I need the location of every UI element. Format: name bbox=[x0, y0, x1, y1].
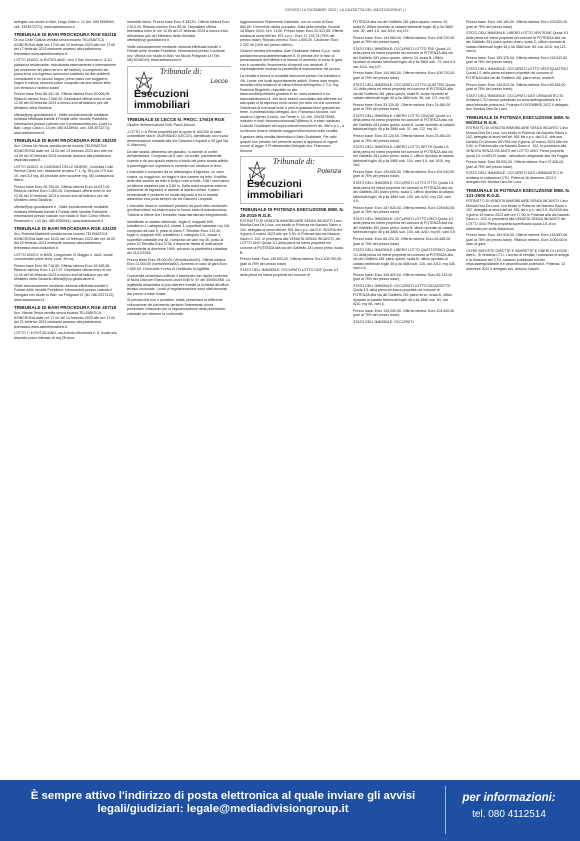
notice-paragraph: Prezzo base: Euro 159.375,00. Offerta minima: Euro 119.532,00 (pari al 75% del prezzo base). bbox=[466, 55, 568, 65]
banner-prefix: Tribunale di: bbox=[273, 157, 316, 167]
notice-paragraph: ESTRATTO DI VENDITA IMMOBILIARE SENZA INCANTO L'avv. Monica Dea De Luca, con studio in Potenza via Nazario Sauro n. 102, delegata ai sensi dell'art. 591 bis c.p.c. dal G.E. AVVISA che il giorno 10 marzo 2023 alle ore 17:00, in Potenza alla via Nazario Sauro n. 102, si procederà alla VENDITA SENZA INCANTO del LOTTO UNO Piena proprietà superficiaria quota 1/1 di un fabbricato per civile abitazione. bbox=[466, 199, 570, 231]
banner-title: Esecuzioni immobiliari bbox=[134, 87, 191, 111]
notice-paragraph: STATO DELL'IMMOBILE: OCCUPATO LOTTO VENTIQUATTRO Quota 1/1 della piena ed intera proprietà nel comune di POTENZA alla via del Gallitello 281 piano terzo, scala B. bbox=[466, 66, 568, 81]
notice-paragraph: La vendita è tenuta in modalità Asincrona presso Via Adriatica n. 4/b, Lecce; nei locali appositamente adibiti. Il bene sarà meglio descritto nella relazione di stima a firma dell'esperto C.T.U. Ing. Federica Rugniello, reperibile su sito www.venditepubbliche.giustizia.it, su: www.ceamet.it e su www.asteannunci.it, che deve essere consultata dall'offerente ed alla quale si fa espresso rinvio anche per tutto ciò che concerne l'esistenza di eventuali oneri e pesi a qualsiasi titolo gravanti sul bene. Il professionista delegato, Avv. Francesco Morona, con studio in Ugento (Lecce), via Treste n. 10, cell. 334/3176584, indirizzo e-mail: francescomorona67@libero.it, è stato nominato Custode Giudiziario dei sopra indicati immobili ex art. 560 c.p.c.; a lui devono essere richieste maggiori informazioni sulla vendita. bbox=[240, 74, 344, 133]
notice-paragraph: Identificato al catasto fabbricati: -foglio 6, mappale 696, subalterno 2, categoria A/4, classe 3, superficie catastale mq 116, composto da vani 5, posto al piano T, Rendita: Euro 219,49; -foglio 6, mappale 696, subalterno 1, categoria C/2, classe 1, superficie catastale mq 40, composto da vani mq 35, posto al piano S1 Rendita Euro 3736. Il deposito risulta di costruzione antecedente al dicembre 1999, secondo la planimetria catastale del 31/12/1939. bbox=[127, 219, 231, 256]
notice-paragraph: L'immobile è composto da un disimpegno d'ingresso, un vano cucina, un soggiorno, un bagno e due camere da letto. Il soffitto delle due camere da letto è di tipo volta a botte. Tutti i vani hanno un'altezza massima pari a 3,50 m. Dalla scala scoperta esterna (adiacente all'ingresso) si accede al lastrico solare. Il piano sementerale è presente un locale deposito a cui si accede attraverso una porta sempre da via Giacomo Leopardi. bbox=[127, 170, 230, 202]
notice-paragraph: Prezzo base: Euro 146.160,00. Offerta minima: Euro 109.620,00 (pari al 75% del prezzo base). bbox=[466, 20, 568, 29]
notice-paragraph: STATO DELL'IMMOBILE: LIBERO LOTTO VENTIDUE Quota 1/1 della piena ed intera proprietà nel comune di POTENZA alla via del Gallitello 281 piano quinto-charo, scala C, ufficio riportato al catasto fabbricati foglio 46 p.lla 3860 sub. 60, cat. A/10, mq 113, vani 6; bbox=[466, 31, 569, 54]
footer-phone: tel. 080 4112514 bbox=[472, 809, 546, 820]
notice-heading: TRIBUNALE DI POTENZA ESECUZIONE IMM. N. 90/2014 R.G.E. bbox=[466, 114, 570, 126]
notice-paragraph: STATO DELL'IMMOBILE: LIBERO LOTTO QUATTORDICI Quota 1/1 della piena ed intera proprietà nel comune di POTENZA alla via del Gallitello 281 piano quinto, scala B, ufficio riportato al catasto fabbricati foglio 46 p.lla 3860 sub. 115, cat. A/10, mq 108, vani 4,5; bbox=[353, 248, 456, 271]
notice-paragraph: STATO DELL'IMMOBILE: OCCUPATO DATI URBANISTICI Si richiama CTU Avviso pubblicato su www.asteegiudiziarie.it e www.tribunale.potenza.it. Potenza 9 DICEMBRE 2022 Il delegato Avv. Monica Dea De Luca bbox=[466, 93, 569, 112]
footer-message: È sempre attivo l'indirizzo di posta elettronica al quale inviare gli avvisi legali/giudiziari: legale@mediadivisiongroup.it bbox=[30, 790, 416, 815]
notice-paragraph: STATO DELL'IMMOBILE: OCCUPATO LOTTO QUATTRO Quota 1/1 della piena ed intera proprietà nel comune di POTENZA alla via del Gallitello 281 piano quinto, scala B, locale riportato al catasto fabbricati foglio 46 p.lla 3860 sub. 36, cat. C/2, mq 40; bbox=[353, 82, 456, 101]
notice-paragraph: Si precisa che non è possibile, infatti, presentare la differente collocazione del pavimento pertanto l'interessato dovrà presentare il fascicolo per la regolarizzazione della planimetria catastale per ottenere la conformità. bbox=[127, 298, 225, 316]
notice-paragraph: LOTTO 7: in RUTIGLIANO, via Antonio Muciaccia n. 6, locale sito deposito piano interrato di mq 25 circa. bbox=[14, 331, 117, 340]
notice-heading: TRIBUNALE DI BARI PROCEDURA RGE 352/20 bbox=[14, 138, 117, 144]
notice-paragraph: Avv. Vittoria Tersia vendita senza incanto TELEMATICA ASINCRONA dalle ore 17.00 del 14 febbraio 2023 alle ore 17.00 del 21 febbraio 2023 mediante accesso alla piattaforma telematica www.astetelematiche.it bbox=[14, 311, 116, 329]
notice-paragraph: Immobile libero. Prezzo base Euro 3.353,91. Offerta minima Euro 2.515,43. Rilancio minimo Euro 50,00. Depositare offerta telematica entro le ore 12.00 del 07 febbraio 2023 a mezzo invio all'indirizzo pec del Ministero della Giustizia offerta@pvp.giustiziacert.it. bbox=[127, 20, 230, 43]
footer-banner bbox=[0, 780, 580, 841]
notice-paragraph: ESTRATTO DI VENDITA IMMOBILIARE SENZA INCANTO L'avv. Monica Dea De Luca, con studio in Potenza via Nazario Sauro n. 102, delegata ai sensi dell'art. 591 bis c.p.c. dal G.E. dott.ssa Daniela Di Gennaro AVVISA che il giorno 10 marzo 2023 alle ore 9:00, in Potenza alla via Nazario Sauro n. 102, si procederà alla VENDITA SENZA INCANTO del LOTTO UNO: Piena proprietà quota 1/1 in MELFI locale - laboratorio artigianale alla Via Foggia. bbox=[466, 126, 569, 158]
notice-paragraph: Prezzo Base Euro 28.000,00 (Ventottomila/00). Offerta minima Euro 21.000,00 (ventunomila/00). Aumento in caso di gara Euro 1.000,00. L'immobile è privo di Certificato di Agibilità. bbox=[127, 257, 228, 271]
notice-paragraph: Prezzo base Euro 28.796,00. Offerta minima Euro 16.617,00. Rilancio minimo Euro 2.000,00. Depositare offerta entro le ore 12.00 del 10 febbraio 2023 a mezzo invii all'indirizzo pec del Ministero della Giustizia bbox=[14, 184, 112, 203]
notice-paragraph: LOTTO UNICO: in BARI, Lungomare IX Maggio n. 4A/A, locale commerciale piano terra, cons. 55 mq. bbox=[14, 252, 113, 262]
notice-paragraph: L'immobile versa in condizioni pessime da punti visto strutturale; gli infissi interni ed esterni sono in buono stato di manutenzione. Tuttavia si ritiene che l'immobile vada ristrutturato integralmente. bbox=[127, 203, 229, 217]
notice-paragraph: Prezzo base Euro 68.341,46. Offerta minima Euro 52.006,05. Rilancio minimo Euro 2.500,00. Depositare offerta entro le ore 12.00 del 03 febbraio 2023 a mezzo invii all'indirizzo pec del Ministero della Giustizia bbox=[14, 92, 112, 110]
notice-paragraph: STATO DELL'IMMOBILE: OCCUPATO LOTTO TRE Quota 1/1 della piena ed intera proprietà nel comune di POTENZA alla via del Gallitello 281 piano quarto, interno 24, scala B, Ufficio riportato al catasto fabbricati foglio 46 p.lla 3860 sub. 74, vani 4,5 cat. A/10, mq 107; bbox=[353, 46, 456, 69]
notice-paragraph: Prezzo base: Euro 86.220,00. Offerta minima: Euro 64.665,00 (pari al 75% del prezzo base). bbox=[353, 236, 451, 246]
notice-paragraph: Da tale strada, attraverso del giardino, si accede al cortile dell'abitazione. Composto da 5 vani, un cortile, parzialmente coperto e da uno spazio esterno a livello del piano strada adibito a parcheggio con copertura in cemento con struttura in ferro. bbox=[127, 149, 229, 168]
notice-paragraph: Avv. Chiara De Nicola vendita senza incanto TELEMATICA ASINCRONA dalle ore 14.00 del 13 febbraio 2023 sino alle ore 14.00 del 20 febbraio 2023 mediante accesso alla piattaforma www.fallcoaste.it. bbox=[14, 144, 113, 163]
column-3 bbox=[240, 20, 344, 778]
notice-paragraph: Prezzo base: Euro 33.120,00. Offerta minima: Euro 24.840,00 (pari al 75% del prezzo base). bbox=[353, 134, 451, 143]
notice-paragraph: Prezzo base: Euro 194.516,00. Offerta minima: Euro 145.887,00 (pari al 75% del prezzo base). Rilancio minimo: Euro 3.000,00 in caso di gara. bbox=[466, 233, 568, 247]
notice-paragraph: Aggiornamento Planimetria Catastale, con un costo di Euro 500,00. L'immobile risulta occupato. Data della vendita: Giovedì 16 Marzo 2023. Ore: 11:00. Prezzo base: Euro 22.923,65. Offerta minima ai sensi dell'art. 571 c.p.c.: Euro 17.192,74 (75% del prezzo-base). Rilancio minimo: Euro 1.000,00. Cauzione: Euro 2.292,36 (10% del prezzo offerto). bbox=[240, 20, 343, 47]
notice-paragraph: Visite esclusivamente mediante richiesta effettuata tramite il Portale delle Vendite Pubbliche. Informazioni presso il custode avv. Vittoria con studio in Bari, via Nicolò Putignani 147 (tel. 080.5246244); www.asteannunci.it bbox=[127, 44, 225, 63]
notice-heading: TRIBUNALE DI BARI PROCEDURA RGE 407/18 bbox=[14, 305, 117, 311]
notice-paragraph: STATO DELL'IMMOBILE: OCCUPATO LOTTO OTTO Quota 1/1 della piena ed intera proprietà nel comune di POTENZA alla via del Gallitello 281 piano primo, scala C, ufficio riportato al catasto fabbricati foglio 46 p.lla 3860 sub. 105, cat. A/10, mq 128, vani 4,5; bbox=[353, 180, 454, 204]
banner-city: Potenza bbox=[317, 168, 341, 176]
column-5 bbox=[466, 20, 570, 778]
banner-prefix: Tribunale di: bbox=[160, 66, 203, 76]
notice-paragraph: STATO DELL'IMMOBILE: OCCUPATO LOTTO DUE Quota 1/1 della piena ed intera proprietà nel comune di bbox=[240, 268, 339, 277]
notice-paragraph: LOTTO UNICO: in RUTIGLIANO, vico Il San Vincenzo n. 8-10, palazzina residenziale, ristrutturata esternamente e internamente (ad eccezione del piano terra e dei lastrici). Il compendio da: piano terra con ingresso autonomo costituito da due ambienti comunicanti e un piccolo bagno; primo piano con soggiorno, bagno e cucina; secondo piano composto da due stanze letto, con terrazza e lastrico solare. bbox=[14, 58, 117, 90]
column-4 bbox=[353, 20, 457, 778]
notice-paragraph: STATO DELL'IMMOBILE: OCCUPATO LOTTO DIECI Quota 1/1 della piena ed intera proprietà nel comune di POTENZA alla via del Gallitello 281 piano primo, scala B, ufficio riportato al catasto fabbricati foglio 46 p.lla 3860 sub. 104, cat. A/10, mq 69, vani 3,5; bbox=[353, 216, 456, 235]
notice-paragraph: Prezzo base: Euro 145.000,00. Offerta minima: Euro 108.750,00 (pari al 75% del prezzo base). bbox=[240, 257, 342, 266]
notice-paragraph: Visite esclusivamente mediante richiesta effettuata tramite il Portale delle Vendite Pubbliche. Informazioni presso custode il Delegato con studio in Bari, via Putignani 47 (tel. 080.5227412); www.asteannunci.it bbox=[14, 283, 115, 302]
notice-paragraph: offerta@pvp.giustiziacert.it . Visite esclusivamente mediante richiesta effettuata tramite il Portale delle Vendite Pubbliche. Informazioni presso custode con il professionista avv. Lucia Lo Bari, Largo Casa n. 13 (tel. 080 5328944; cell. 339.3573271); www.asteannunci.it bbox=[14, 112, 113, 135]
page-header bbox=[0, 0, 580, 20]
notice-paragraph: Prezzo base Euro 56.718,58. Offerta minima Euro 42.538,38. Rilancio minimo Euro 1.417,97. Depositare offerta entro le ore 12.00 del 06 febbraio 2023 a mezzo invii all'indirizzo pec del Ministero della Giustizia offerta@pvp.giustiziacert.it . bbox=[14, 263, 112, 282]
notice-paragraph: STATO DELL'IMMOBILE: OCCUPATO bbox=[353, 319, 414, 324]
notice-heading: TRIBUNALE DI BARI PROCEDURA RGE 431/20 bbox=[14, 226, 117, 232]
column-2 bbox=[127, 20, 231, 778]
notice-paragraph: Il gestore della vendita telematica è Aste Giudiziarie. Per tutto quanto non previsto nel presente avviso si applicano le vigenti norme di legge. Il Professionista Delegato Avv. Francesco Morona. bbox=[240, 135, 338, 153]
notice-paragraph: Prezzo base: Euro 167.520,00. Offerta minima: Euro 125.640,00 (pari al 75% del prezzo base). bbox=[353, 205, 455, 215]
footer-info-label: per informazioni: bbox=[462, 792, 556, 804]
notice-paragraph: Prezzo base: Euro 139.600,00. Offerta minima: Euro 104.940,00 (pari al 75% del prezzo base). bbox=[353, 169, 455, 179]
notice-heading: TRIBUNALE DI LECCE N. PROC. 176/19 RGE bbox=[127, 116, 225, 122]
notice-paragraph: Prezzo base: Euro 130.613,28. Offerta minima: Euro 98.155,00 (pari al 75% del prezzo base). bbox=[466, 82, 566, 92]
notice-paragraph: delegato con studio in Bari, Largo Giale n. 12 (tel. 080 5565964; cell. 3393572271); www.asteannunci.it bbox=[14, 20, 115, 29]
notice-paragraph: Prezzo base: Euro 50.000,00. Offerta minima: Euro 37.500,00 (pari al 75% del prezzo base). bbox=[466, 160, 564, 169]
notice-paragraph: OLTRE IMPOSTE DIRETTE E INDIRETTE E ONERI DI LEGGE - libero - Si richiama CTU. L'avviso di vendita, l'ordinanza di delega e la relazione del CTU, saranno pubblicate sul sito www.asteegiudiziarie.it e www.tribunale.potenza.it. Potenza, 12 dicembre 2022 Il delegato avv. Antonio Casulli bbox=[466, 248, 570, 271]
notice-paragraph: STATO DELL'IMMOBILE: LIBERO LOTTO CINQUE Quota 1/1 della piena ed intera proprietà nel comune di POTENZA alla via del Gallitello 281 piano quinto, scala B, locale riportato al catasto fabbricati foglio 46 p.lla 3860 sub. 37, cat. C/2, mq 40; bbox=[353, 113, 455, 132]
notice-paragraph: offerta@pvp.giustiziacert.it . Visite esclusivamente mediante richiesta effettuata tramite il Portale delle Vendite Pubbliche. Informazioni presso custode con studio in Bari, Corso Vittorio Emanuele n. 143 (tel. 080.5250644); www.asteannunci.it bbox=[14, 205, 110, 223]
notice-paragraph: Gestore vendita telematica: Aste Giudiziarie Inlinea S.p.a., sulla piattaforma www.astetelematiche.it. Si precisa che in fase di presentazione dell'offerta è di rilancio in aumento in corso di gara, non è consentito l'inserimento di importi con decimali. È espressamente esclusa la possibilità di elaborazione del prezzo. bbox=[240, 49, 344, 72]
columns bbox=[14, 20, 570, 778]
notice-paragraph: Di uso Celle Gallizia vendita senza incanto TELEMATICA ASINCRONA dalle ore 17:00 del 10 febbraio 2023 alle ore 17:00 del 17 febbraio 2023 mediante accesso alla piattaforma telematica www.astetelematiche.it. bbox=[14, 38, 116, 56]
tribunale-banner-potenza bbox=[240, 156, 344, 204]
notice-paragraph: Prezzo base: Euro 144.960,00. Offerta minima: Euro 108.720,00 (pari al 75% del prezzo base). bbox=[353, 35, 455, 45]
notice-paragraph: Prezzo base: Euro 144.960,00. Offerta minima: Euro 108.720,00 (pari al 75% del prezzo base). bbox=[353, 71, 455, 81]
notice-paragraph: Prezzo base: Euro 33.120,00. Offerta minima: Euro 24.840,00 (pari al 75% del prezzo base). bbox=[353, 102, 451, 112]
notice-paragraph: STATO DELL'IMMOBILE: OCCUPATO DATI URBANISTICI Si richiama le indicazioni CTU. Potenza 16 dicembre 2022 Il delegato Avv. Monica Dea De Luca bbox=[466, 171, 563, 185]
header-line: GIOVEDÌ 10 DICEMBRE 2022 | LA GAZZETTA DEL MEZZOGIORNO | I bbox=[285, 8, 407, 12]
notice-paragraph: Avv. Roberta Martinelli vendita senza incanto TELEMATICA ASINCRONA dalle ore 16.00 del 13 febbraio 2023 alle ore 16.00 del 20 febbraio 2023 mediante accesso alla piattaforma telematica www.doauction.it. bbox=[14, 232, 116, 251]
footer-info bbox=[445, 786, 572, 834]
column-1 bbox=[14, 20, 118, 778]
notice-heading: TRIBUNALE DI POTENZA ESECUZIONE IMM. N. 131-2005 R.G.E. bbox=[466, 187, 570, 199]
notice-paragraph: POTENZA alla via del Gallitello 281 piano quarto, interno 19, scala B, Ufficio riportato al catasto fabbricati foglio 46 p.lla 3860 sub. 30, vani 4,5, cat. A/10, mq 107; bbox=[353, 20, 453, 34]
notice-paragraph: ESTRATTO DI VENDITA IMMOBILIARE SENZA INCANTO L'avv. Monica Dea De Luca, con studio in Potenza via Nazario Sauro n. 102, delegata ai sensi dell'art. 591 bis c.p.c. dal G.E. AVVISA che il giorno 3 marzo 2023 alle ore 9,30, in Potenza alla via Nazario Sauro n. 102, si procederà alla VENDITA SENZA INCANTO, del LOTTO UNO Quota 1/1 della piena ed intera proprietà nel comune di POTENZA alla via del Gallitello 281 piano primo, scala B. bbox=[240, 218, 343, 255]
notice-paragraph: Prezzo base: Euro 109.620,00. Offerta minima: Euro 82.215,00 (pari al 75% del prezzo base). bbox=[353, 272, 453, 282]
notice-paragraph: Giudice dell'esecuzione Dott. Paolo Moroni. bbox=[127, 123, 196, 128]
notice-paragraph: Conformità urbanistico-edilizia: il fabbricato non risulta conforme al Nulla Osta per Esecuzioni Lavori Edili N. 87 del 30/05/1968. La legittimità urbanistica si può ottenere tramite la richiesta all'ufficio tecnico comunale. I costi di regolarizzazione sono stati decurtati dal prezzo a base d'asta. bbox=[127, 273, 230, 296]
notice-paragraph: Prezzo base: Euro 139.200,00. Offerta minima: Euro 104.400,00 (pari al 75% del prezzo base). bbox=[353, 308, 455, 318]
notice-heading: TRIBUNALE DI BARI PROCEDURA RGE 502/18 bbox=[14, 32, 117, 38]
notice-paragraph: STATO DELL'IMMOBILE: OCCUPATO LOTTO DICIASSETTE Quota 1/1 della piena ed intera proprietà nel comune di POTENZA alla via del Gallitello 281 piano terzo, scala B, ufficio riportato al catasto fabbricati foglio 46 p.lla 3860 sub. 61, cat. A/10, mq 98, vani 4; bbox=[353, 283, 453, 307]
tribunale-banner-lecce bbox=[127, 66, 231, 114]
notice-paragraph: LOTTO UNICO: in CASSANO DELLE MURGE, Contrada Colle Serena Cicolo snc, abitazione al piano F-1, fg. 35 p.lla 179 sub. 10, vani 3,5 mq. 85 (escluse aree scoperte mq. 56) consistenza libera. bbox=[14, 164, 114, 183]
notice-paragraph: STATO DELL'IMMOBILE: LIBERO LOTTO SETTE Quota 1/1 della piena ed intera proprietà nel comune di POTENZA alla via del Gallitello 281 piano primo, scala C, ufficio riportato al catasto fabbricati foglio 46 p.lla 3860 sub. 104, vani 4,5, cat. A/10, mq 104; bbox=[353, 145, 454, 168]
banner-city: Lecce bbox=[210, 77, 228, 85]
notice-heading: TRIBUNALE DI POTENZA ESECUZIONE IMM. N. 28-2019 R.G.E. bbox=[240, 207, 344, 218]
banner-title: Esecuzioni immobiliari bbox=[247, 178, 304, 202]
notice-paragraph: -LOTTO 1: A Piena proprietà per la quota di 100/100 di casa unifamiliare sita in TAURISANO (LECCE), identificato con nuova denominazione stradale alla Via Giacomo Leopardi n.28 (già Via A. Manzoni). bbox=[127, 129, 229, 148]
